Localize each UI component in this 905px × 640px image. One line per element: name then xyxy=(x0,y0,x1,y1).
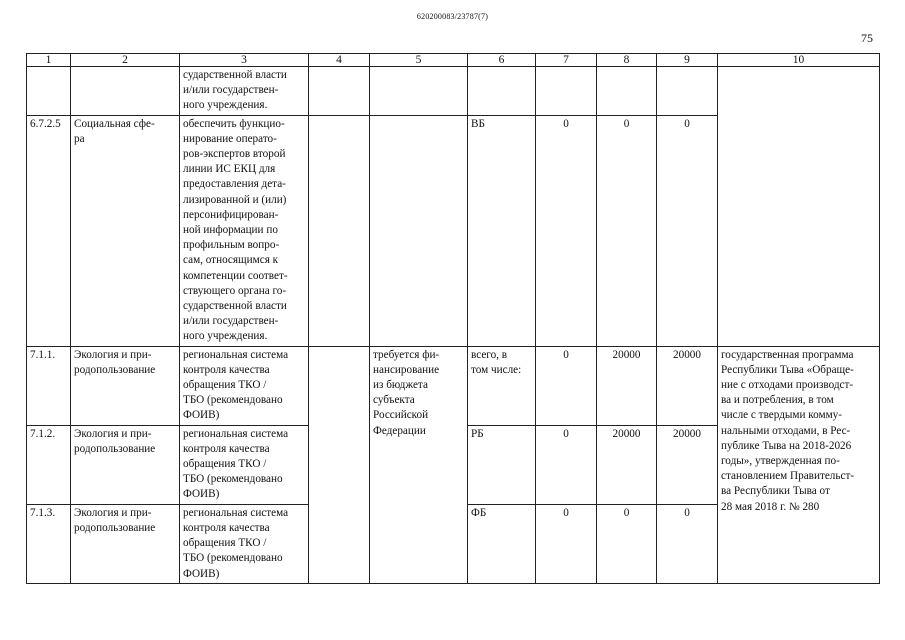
cell-value-7: 0 xyxy=(536,504,597,583)
cell-source: РБ xyxy=(468,425,536,504)
cell-measure: сударственной власти и/или государствен- ного учреждения. xyxy=(180,67,309,116)
cell-value-8: 20000 xyxy=(597,346,657,425)
cell-source xyxy=(468,67,536,116)
cell-col4 xyxy=(309,67,370,116)
column-header: 4 xyxy=(309,54,370,67)
column-header: 6 xyxy=(468,54,536,67)
cell-measure: региональная система контроля качества обращения ТКО / ТБО (рекомендовано ФОИВ) xyxy=(180,346,309,425)
cell-source: ВБ xyxy=(468,115,536,346)
cell-value-9 xyxy=(657,67,718,116)
cell-col10 xyxy=(718,67,880,347)
cell-measure: обеспечить функцио- нирование операто- ров-экспертов второй линии ИС ЕКЦ для предоставления дета- лизированной и (или) персонифицирован- ной информации по профильным вопро- сам, относящимся к компетенции соответ- ствующего органа го- сударственной власти и/или государствен- ного учреждения. xyxy=(180,115,309,346)
cell-number: 7.1.2. xyxy=(27,425,71,504)
cell-funding-note: требуется фи- нансирование из бюджета субъекта Российской Федерации xyxy=(370,346,468,583)
cell-program-reference: государственная программа Республики Тыва «Обраще- ние с отходами производст- ва и потребления, в том числе с твердыми комму- нальными отходами, в Рес- публике Тыва на 2018-2026 годы», утвержденная по- становлением Правительст- ва Республики Тыва от 28 мая 2018 г. № 280 xyxy=(718,346,880,583)
cell-col4 xyxy=(309,115,370,346)
column-header: 3 xyxy=(180,54,309,67)
table-row xyxy=(27,346,880,425)
cell-value-7: 0 xyxy=(536,115,597,346)
cell-value-9: 20000 xyxy=(657,346,718,425)
cell-sphere: Социальная сфе- ра xyxy=(71,115,180,346)
column-header: 9 xyxy=(657,54,718,67)
column-header: 5 xyxy=(370,54,468,67)
column-header: 10 xyxy=(718,54,880,67)
column-header: 7 xyxy=(536,54,597,67)
cell-col5 xyxy=(370,115,468,346)
cell-number: 7.1.1. xyxy=(27,346,71,425)
cell-value-7 xyxy=(536,67,597,116)
cell-value-8: 20000 xyxy=(597,425,657,504)
cell-value-9: 20000 xyxy=(657,425,718,504)
cell-value-7: 0 xyxy=(536,346,597,425)
page-number: 75 xyxy=(861,31,873,45)
column-header: 2 xyxy=(71,54,180,67)
column-header: 8 xyxy=(597,54,657,67)
cell-col4 xyxy=(309,346,370,583)
cell-source: ФБ xyxy=(468,504,536,583)
cell-sphere: Экология и при- родопользование xyxy=(71,425,180,504)
cell-value-8: 0 xyxy=(597,115,657,346)
table-row-continuation xyxy=(27,67,880,116)
cell-col5 xyxy=(370,67,468,116)
cell-sphere xyxy=(71,67,180,116)
cell-number: 7.1.3. xyxy=(27,504,71,583)
cell-number: 6.7.2.5 xyxy=(27,115,71,346)
cell-number xyxy=(27,67,71,116)
column-header: 1 xyxy=(27,54,71,67)
program-table xyxy=(26,53,880,584)
cell-measure: региональная система контроля качества обращения ТКО / ТБО (рекомендовано ФОИВ) xyxy=(180,425,309,504)
cell-sphere: Экология и при- родопользование xyxy=(71,346,180,425)
cell-value-8: 0 xyxy=(597,504,657,583)
cell-value-7: 0 xyxy=(536,425,597,504)
cell-measure: региональная система контроля качества обращения ТКО / ТБО (рекомендовано ФОИВ) xyxy=(180,504,309,583)
cell-source: всего, в том числе: xyxy=(468,346,536,425)
cell-value-8 xyxy=(597,67,657,116)
cell-sphere: Экология и при- родопользование xyxy=(71,504,180,583)
cell-value-9: 0 xyxy=(657,115,718,346)
table-header-row xyxy=(27,54,880,67)
cell-value-9: 0 xyxy=(657,504,718,583)
document-code: 620200083/23787(7) xyxy=(416,12,489,21)
